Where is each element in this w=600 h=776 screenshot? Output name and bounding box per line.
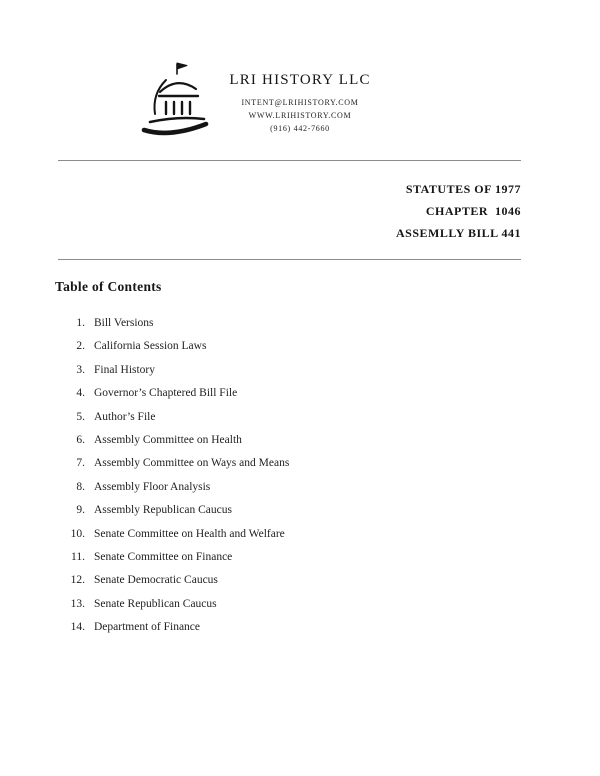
statute-chapter: CHAPTER 1046 — [425, 204, 521, 218]
toc-item — [55, 546, 600, 569]
toc-item-label: Author’s File — [94, 410, 156, 423]
toc-item-number: 3. — [76, 363, 85, 376]
toc-item-number: 6. — [76, 434, 85, 447]
toc-item-label: Senate Committee on Finance — [94, 551, 233, 564]
company-website: WWW.LRIHISTORY.COM — [248, 111, 352, 120]
toc-item-number: 8. — [76, 480, 85, 493]
toc-heading: Table of Contents — [55, 279, 162, 294]
toc-item-number: 4. — [76, 387, 85, 400]
toc-item-number: 11. — [71, 551, 85, 564]
toc-item-number: 1. — [76, 317, 85, 329]
toc-item-number: 7. — [76, 457, 85, 470]
divider-middle — [58, 259, 521, 260]
statute-bill: ASSEMLLY BILL 441 — [396, 226, 521, 240]
toc-item-label: Senate Committee on Health and Welfare — [94, 527, 285, 540]
toc-item — [55, 312, 600, 335]
toc-item-label: Bill Versions — [94, 317, 154, 329]
toc-item-label: Final History — [94, 363, 156, 376]
toc-item-number: 2. — [76, 340, 85, 353]
toc-item-number: 10. — [70, 527, 85, 540]
toc-item — [55, 359, 600, 382]
toc-item-label: Governor’s Chaptered Bill File — [94, 387, 238, 400]
toc-item — [55, 406, 600, 429]
statute-year: STATUTES OF 1977 — [405, 182, 521, 196]
toc-item-label: Department of Finance — [94, 621, 201, 634]
company-email: INTENT@LRIHISTORY.COM — [241, 98, 359, 107]
toc-item-number: 12. — [70, 574, 85, 587]
toc-item-number: 9. — [76, 504, 85, 517]
toc-item-label: Senate Republican Caucus — [94, 597, 217, 610]
toc-item-label: California Session Laws — [94, 340, 207, 353]
toc-item-label: Assembly Committee on Ways and Means — [94, 457, 290, 470]
letterhead — [0, 0, 600, 160]
toc-item-number: 5. — [76, 410, 85, 423]
company-name: LRI HISTORY LLC — [229, 72, 371, 88]
toc-item-number: 14. — [70, 621, 85, 634]
toc-item — [55, 569, 600, 592]
toc-item — [55, 593, 600, 616]
toc-item — [55, 452, 600, 475]
toc-item — [55, 476, 600, 499]
toc-list — [55, 312, 600, 640]
statute-block — [0, 161, 600, 259]
toc-item-label: Assembly Committee on Health — [94, 434, 242, 447]
toc-item — [55, 616, 600, 639]
toc-item — [55, 335, 600, 358]
letterhead-text — [0, 72, 600, 135]
toc-item-label: Assembly Floor Analysis — [94, 480, 211, 493]
company-phone: (916) 442-7660 — [270, 124, 330, 133]
toc-item — [55, 523, 600, 546]
toc-item-label: Senate Democratic Caucus — [94, 574, 218, 587]
toc-item — [55, 499, 600, 522]
toc-item-number: 13. — [70, 597, 85, 610]
toc-item — [55, 429, 600, 452]
toc-item-label: Assembly Republican Caucus — [94, 504, 232, 517]
toc-item — [55, 382, 600, 405]
